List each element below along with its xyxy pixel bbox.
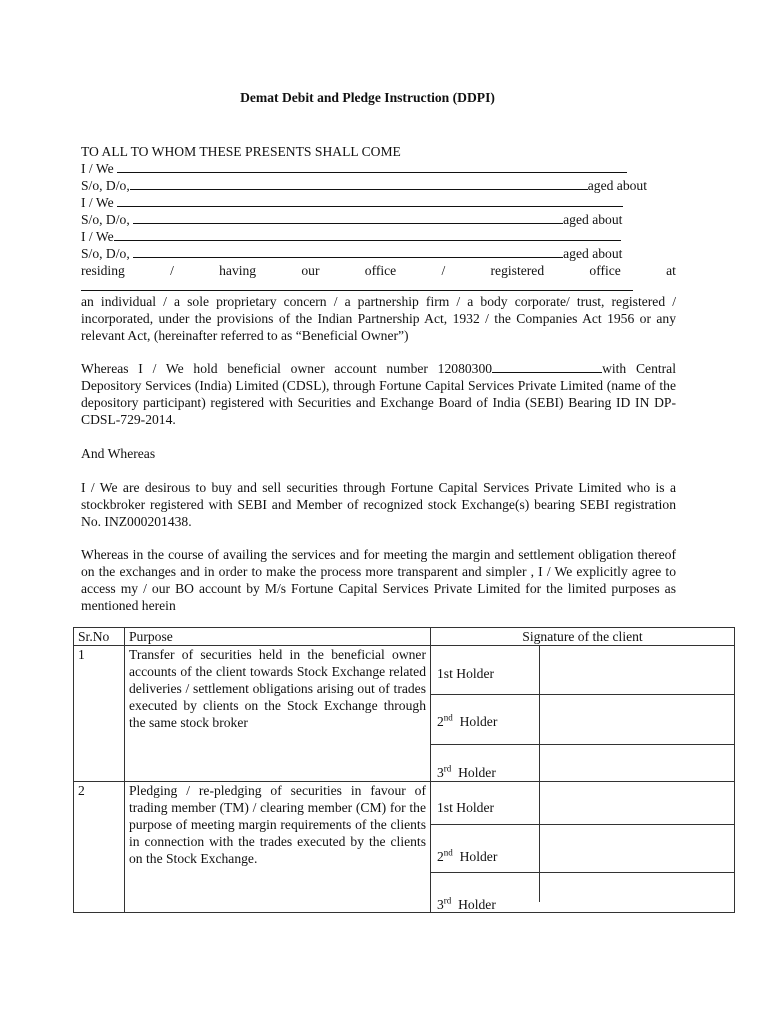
- account-number-field[interactable]: [492, 360, 602, 373]
- residing-word: our: [301, 263, 320, 278]
- residing-word: office: [364, 263, 397, 278]
- intro-paragraph: an individual / a sole proprietary concern / a partnership firm / a body corporate/ trust, registered / incorporated, under the provisions of the Indian Partnership Act, 1932 / the Companies Act 1956 or any relevant Act, (hereinafter referred to as “Beneficial Owner”): [81, 294, 676, 343]
- signature-rule: [431, 824, 734, 825]
- residing-word: residing: [81, 263, 125, 278]
- holder-2-label: [437, 713, 497, 730]
- relation-line-2: [81, 211, 676, 228]
- table-header-row: [74, 628, 735, 646]
- table-row: [74, 646, 735, 782]
- name-field-2[interactable]: [117, 194, 623, 207]
- holder-1-label: 1st Holder: [437, 800, 495, 815]
- name-line-2: [81, 194, 676, 211]
- ddpi-purpose-table: [73, 627, 735, 913]
- signature-rule: [431, 872, 734, 873]
- signature-rule: [431, 744, 734, 745]
- name-field-3[interactable]: [114, 228, 621, 241]
- signature-divider: [539, 646, 540, 781]
- residing-slash: /: [170, 263, 174, 278]
- relation-line-1: [81, 177, 676, 194]
- relation-line-3: [81, 245, 676, 262]
- name-line-1: [81, 160, 676, 177]
- aged-about-label-1: aged about: [587, 178, 647, 193]
- signature-rule: [431, 694, 734, 695]
- residing-word: registered: [490, 263, 545, 278]
- aged-about-label-2: aged about: [563, 212, 623, 227]
- holder-3-label: [437, 764, 496, 781]
- row-srno: 2: [74, 782, 125, 913]
- holder-3-number: 3: [437, 765, 444, 780]
- holder-2-word: Holder: [459, 849, 498, 864]
- name-field-1[interactable]: [117, 160, 627, 173]
- signature-divider: [539, 782, 540, 902]
- holder-2-suffix: nd: [443, 847, 453, 858]
- holder-1-label: 1st Holder: [437, 666, 495, 681]
- relation-field-3[interactable]: [133, 245, 563, 258]
- holder-3-word: Holder: [458, 897, 496, 912]
- row-srno: 1: [74, 646, 125, 782]
- holder-3-suffix: rd: [443, 895, 452, 906]
- name-label-2: I / We: [81, 195, 114, 210]
- aged-about-label-3: aged about: [563, 246, 623, 261]
- name-label-1: I / We: [81, 161, 114, 176]
- and-whereas: And Whereas: [81, 446, 156, 461]
- residing-line: [81, 262, 676, 279]
- holder-2-number: 2: [437, 714, 444, 729]
- holder-3-number: 3: [437, 897, 444, 912]
- holder-2-suffix: nd: [443, 712, 453, 723]
- holder-3-suffix: rd: [443, 763, 452, 774]
- document-title: Demat Debit and Pledge Instruction (DDPI): [240, 90, 495, 105]
- holder-2-label: [437, 848, 497, 865]
- residing-slash: /: [441, 263, 446, 278]
- address-field[interactable]: [81, 278, 633, 291]
- residing-word: having: [219, 263, 257, 278]
- holder-2-word: Holder: [459, 714, 498, 729]
- signature-box: [431, 782, 735, 913]
- residing-word: at: [666, 263, 676, 278]
- whereas-account-pre: Whereas I / We hold beneficial owner account number 12080300: [81, 361, 493, 376]
- relation-label-3: S/o, D/o,: [81, 246, 130, 261]
- residing-word: office: [589, 263, 621, 278]
- whereas-account-paragraph: [81, 360, 676, 428]
- name-label-3: I / We: [81, 229, 114, 244]
- relation-label-1: S/o, D/o,: [81, 178, 130, 193]
- holder-3-label: [437, 896, 496, 913]
- table-row: [74, 782, 735, 913]
- relation-field-2[interactable]: [133, 211, 563, 224]
- header-signature: Signature of the client: [431, 628, 735, 646]
- signature-box: [431, 646, 735, 782]
- header-purpose: Purpose: [125, 628, 431, 646]
- name-line-3: [81, 228, 676, 245]
- row-purpose: Pledging / re-pledging of securities in favour of trading member (TM) / clearing member (CM) for the purpose of meeting margin requirements of the clients in connection with the trades executed by the clients on the Stock Exchange.: [125, 782, 431, 913]
- relation-field-1[interactable]: [130, 177, 588, 190]
- relation-label-2: S/o, D/o,: [81, 212, 130, 227]
- addressee: TO ALL TO WHOM THESE PRESENTS SHALL COME: [81, 144, 401, 159]
- row-purpose: Transfer of securities held in the beneficial owner accounts of the client towards Stock Exchange related deliveries / settlement obligations arising out of trades executed by clients on the Stock Exchange through the same stock broker: [125, 646, 431, 782]
- header-srno: Sr.No: [74, 628, 125, 646]
- desirous-paragraph: I / We are desirous to buy and sell securities through Fortune Capital Services Private Limited who is a stockbroker registered with SEBI and Member of recognized stock Exchange(s) bearing SEBI registration No. INZ000201438.: [81, 480, 676, 529]
- whereas-services-paragraph: Whereas in the course of availing the services and for meeting the margin and settlement obligation thereof on the exchanges and in order to make the process more transparent and simpler , I / We explicitly agree to access my / our BO account by M/s Fortune Capital Services Private Limited for the limited purposes as mentioned herein: [81, 547, 676, 613]
- holder-3-word: Holder: [458, 765, 496, 780]
- whereas-account-post: with Central Depository Services (India) Limited (CDSL), through Fortune Capital Services Private Limited (name of the depository participant) registered with Securities and Exchange Board of India (SEBI) Bearing ID IN DP-CDSL-729-2014.: [81, 361, 676, 427]
- holder-2-number: 2: [437, 849, 444, 864]
